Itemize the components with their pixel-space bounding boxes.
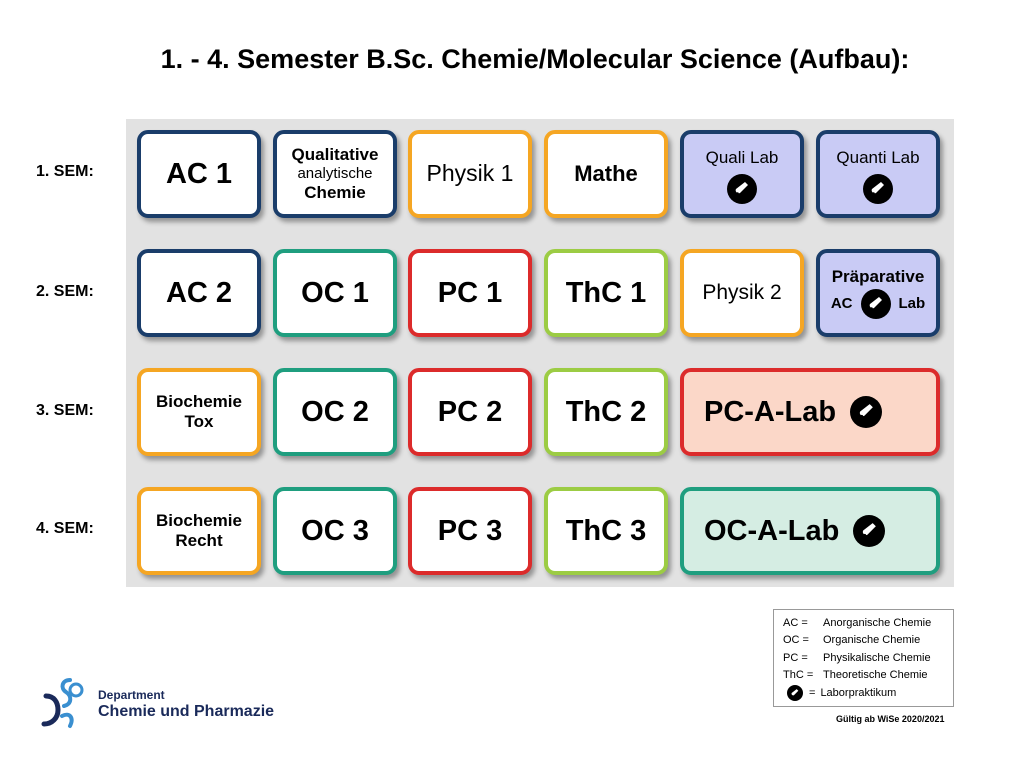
- module-mathe-label: Mathe: [574, 160, 638, 186]
- department-logo: [40, 676, 300, 732]
- module-biochemie-tox: [137, 368, 261, 456]
- module-bio-tox-line1: Biochemie: [156, 391, 242, 411]
- module-bio-recht-line2: Recht: [175, 531, 223, 550]
- module-oc-a-lab-row: [704, 514, 885, 549]
- legend-row-lab: [783, 684, 953, 702]
- legend-row-thc: [783, 667, 953, 685]
- module-oc3-label: OC 3: [301, 514, 369, 547]
- module-pc1-label: PC 1: [437, 276, 503, 309]
- module-praeparative-ac-lab: [816, 249, 940, 337]
- legend-abbr: AC =: [783, 616, 808, 629]
- lab-flask-icon: [863, 174, 893, 204]
- module-pc-a-lab-label: PC-A-Lab: [704, 395, 837, 428]
- module-thc2: [544, 368, 668, 456]
- module-bio-tox-line2: Tox: [184, 412, 214, 431]
- legend-row-oc: [783, 632, 953, 650]
- legend-abbr: OC =: [783, 634, 809, 647]
- module-thc3-label: ThC 3: [565, 514, 647, 547]
- module-pc2: [408, 368, 532, 456]
- legend-row-ac: [783, 614, 953, 632]
- module-bio-recht-line1: Biochemie: [156, 510, 242, 530]
- module-quali-lab: [680, 130, 804, 218]
- module-ac2: [137, 249, 261, 337]
- module-qual-line2: analytische: [297, 165, 373, 182]
- module-oc1: [273, 249, 397, 337]
- module-quali-lab-label: Quali Lab: [705, 148, 779, 167]
- lab-flask-icon: [861, 289, 891, 319]
- lab-flask-icon: [850, 396, 882, 428]
- module-praep-lab: Lab: [898, 295, 926, 313]
- module-oc1-label: OC 1: [301, 276, 369, 309]
- lab-flask-icon: [787, 685, 803, 701]
- module-praep-ac: AC: [830, 295, 853, 313]
- page-title: 1. - 4. Semester B.Sc. Chemie/Molecular Science (Aufbau):: [160, 44, 910, 74]
- legend-text: Laborpraktikum: [820, 686, 897, 699]
- department-logo-icon: [40, 676, 96, 732]
- module-physik2: [680, 249, 804, 337]
- module-physik2-label: Physik 2: [702, 281, 782, 305]
- legend-text: Organische Chemie: [823, 634, 921, 647]
- logo-line1: Department: [98, 688, 165, 702]
- module-praep-line1: Präparative: [831, 266, 925, 286]
- legend: [773, 609, 954, 707]
- module-pc-a-lab-row: [704, 395, 882, 430]
- module-thc1: [544, 249, 668, 337]
- semester-label-1: 1. SEM:: [36, 163, 94, 180]
- legend-text: Physikalische Chemie: [823, 651, 931, 664]
- module-oc3: [273, 487, 397, 575]
- logo-line2: Chemie und Pharmazie: [98, 703, 275, 720]
- module-ac1-label: AC 1: [165, 157, 233, 190]
- module-biochemie-recht: [137, 487, 261, 575]
- module-thc2-label: ThC 2: [565, 395, 647, 428]
- module-ac1: [137, 130, 261, 218]
- legend-abbr: =: [809, 686, 816, 699]
- module-pc3-label: PC 3: [437, 514, 503, 547]
- lab-flask-icon: [727, 174, 757, 204]
- lab-flask-icon: [853, 515, 885, 547]
- module-oc-a-lab-label: OC-A-Lab: [704, 514, 840, 547]
- module-mathe: [544, 130, 668, 218]
- validity-note: Gültig ab WiSe 2020/2021: [836, 714, 945, 724]
- module-physik1: [408, 130, 532, 218]
- module-oc2: [273, 368, 397, 456]
- module-pc3: [408, 487, 532, 575]
- legend-abbr: ThC =: [783, 669, 814, 682]
- module-quanti-lab-label: Quanti Lab: [836, 148, 920, 167]
- module-qual-line3: Chemie: [304, 183, 366, 202]
- module-thc3: [544, 487, 668, 575]
- legend-text: Anorganische Chemie: [823, 616, 932, 629]
- module-oc-a-lab: [680, 487, 940, 575]
- module-thc1-label: ThC 1: [565, 276, 647, 309]
- module-quanti-lab: [816, 130, 940, 218]
- module-ac2-label: AC 2: [165, 276, 233, 309]
- semester-label-3: 3. SEM:: [36, 402, 94, 419]
- module-qualitative-analytische-chemie: [273, 130, 397, 218]
- semester-label-4: 4. SEM:: [36, 520, 94, 537]
- legend-abbr: PC =: [783, 651, 808, 664]
- legend-row-pc: [783, 649, 953, 667]
- module-pc1: [408, 249, 532, 337]
- module-qual-line1: Qualitative: [291, 144, 379, 164]
- module-praep-line2: [831, 289, 925, 319]
- module-oc2-label: OC 2: [301, 395, 369, 428]
- module-pc-a-lab: [680, 368, 940, 456]
- legend-text: Theoretische Chemie: [823, 669, 928, 682]
- department-logo-text: [98, 688, 274, 721]
- module-physik1-label: Physik 1: [426, 160, 514, 187]
- module-pc2-label: PC 2: [437, 395, 503, 428]
- semester-label-2: 2. SEM:: [36, 283, 94, 300]
